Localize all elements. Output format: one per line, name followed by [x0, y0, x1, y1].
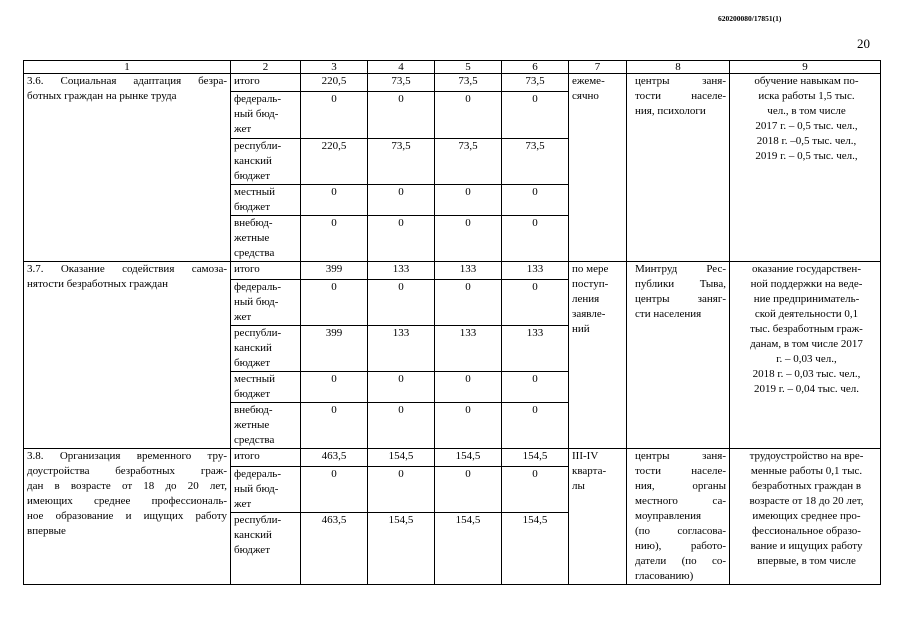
program-table	[23, 60, 881, 585]
executor-cell	[627, 262, 730, 449]
text-line: средства	[234, 434, 275, 446]
value-cell: 133	[368, 326, 435, 372]
text-line: бюджет	[234, 388, 270, 400]
text-line: жет	[234, 498, 252, 510]
text-line: (по согласова-	[635, 525, 726, 537]
text-line: федераль-	[234, 281, 281, 293]
value-cell: 0	[368, 185, 435, 216]
text-line: лы	[572, 480, 585, 492]
value-cell: 73,5	[502, 139, 569, 185]
value-cell: 154,5	[435, 513, 502, 585]
text-line: сти населения	[635, 308, 702, 320]
table-row	[24, 262, 881, 280]
text-line: федераль-	[234, 468, 281, 480]
result-cell	[730, 262, 881, 449]
value-cell: 0	[301, 185, 368, 216]
text-line: ления	[572, 293, 600, 305]
value-cell: 0	[502, 280, 569, 326]
header-cell: 2	[231, 61, 301, 74]
funding-source-cell	[231, 139, 301, 185]
value-cell: 0	[502, 185, 569, 216]
value-cell: 0	[301, 372, 368, 403]
text-line: канский	[234, 155, 272, 167]
text-line: внебюд-	[234, 404, 273, 416]
value-cell: 73,5	[368, 139, 435, 185]
value-cell: 0	[301, 92, 368, 139]
text-line: итого	[234, 75, 260, 87]
value-cell: 463,5	[301, 449, 368, 467]
value-cell: 73,5	[368, 74, 435, 92]
value-cell: 220,5	[301, 139, 368, 185]
value-cell: 0	[368, 403, 435, 449]
text-line: г. – 0,03 чел.,	[776, 353, 837, 365]
header-cell: 3	[301, 61, 368, 74]
funding-source-cell	[231, 92, 301, 139]
text-line: ния, психологи	[635, 105, 706, 117]
value-cell: 0	[435, 467, 502, 513]
value-cell: 73,5	[435, 74, 502, 92]
value-cell: 133	[435, 262, 502, 280]
funding-source-cell	[231, 372, 301, 403]
text-line: сячно	[572, 90, 599, 102]
value-cell: 220,5	[301, 74, 368, 92]
value-cell: 0	[435, 280, 502, 326]
text-line: жетные	[234, 419, 270, 431]
measure-name-cell	[24, 74, 231, 262]
executor-cell	[627, 74, 730, 262]
value-cell: 0	[435, 403, 502, 449]
text-line: гласованию)	[635, 570, 694, 582]
text-line: бюджет	[234, 544, 270, 556]
text-line: поступ-	[572, 278, 609, 290]
text-line: итого	[234, 450, 260, 462]
value-cell: 133	[502, 262, 569, 280]
page-number: 20	[857, 36, 870, 51]
text-line: ний	[572, 323, 590, 335]
text-line: канский	[234, 342, 272, 354]
value-cell: 73,5	[435, 139, 502, 185]
measure-name-cell	[24, 449, 231, 585]
value-cell: 133	[502, 326, 569, 372]
result-cell	[730, 74, 881, 262]
header-row	[24, 61, 881, 74]
text-line: Минтруд Рес-	[635, 263, 726, 275]
value-cell: 154,5	[368, 449, 435, 467]
header-cell: 1	[24, 61, 231, 74]
value-cell: 133	[368, 262, 435, 280]
text-line: центры заня-	[635, 75, 726, 87]
text-line: ный бюд-	[234, 296, 279, 308]
value-cell: 0	[368, 216, 435, 262]
text-line: местный	[234, 186, 275, 198]
header-cell: 8	[627, 61, 730, 74]
value-cell: 0	[502, 216, 569, 262]
text-line: кварта-	[572, 465, 607, 477]
text-line: датели (по со-	[635, 555, 726, 567]
text-line: имеющих среднее про-	[752, 510, 861, 522]
text-line: средства	[234, 247, 275, 259]
text-line: 2019 г. – 0,5 тыс. чел.,	[755, 150, 858, 162]
value-cell: 0	[502, 92, 569, 139]
value-cell: 133	[435, 326, 502, 372]
value-cell: 0	[502, 467, 569, 513]
value-cell: 154,5	[435, 449, 502, 467]
value-cell: 154,5	[368, 513, 435, 585]
funding-source-cell	[231, 74, 301, 92]
value-cell: 0	[301, 467, 368, 513]
text-line: ние предприниматель-	[753, 293, 860, 305]
term-cell	[569, 449, 627, 585]
text-line: впервые, в том числе	[757, 555, 856, 567]
text-line: тыс. безработным граж-	[750, 323, 863, 335]
text-line: ный бюд-	[234, 108, 279, 120]
term-cell	[569, 262, 627, 449]
text-line: нию), работо-	[635, 540, 726, 552]
text-line: итого	[234, 263, 260, 275]
funding-source-cell	[231, 262, 301, 280]
text-line: бюджет	[234, 357, 270, 369]
value-cell: 154,5	[502, 449, 569, 467]
term-cell	[569, 74, 627, 262]
value-cell: 0	[301, 280, 368, 326]
text-line: тости населе-	[635, 90, 726, 102]
text-line: ное образование и ищущих работу	[27, 510, 227, 522]
value-cell: 0	[301, 403, 368, 449]
table-row	[24, 74, 881, 92]
text-line: 3.7. Оказание содействия самоза-	[27, 263, 227, 275]
text-line: впервые	[27, 525, 66, 537]
header-cell: 7	[569, 61, 627, 74]
text-line: данам, в том числе 2017	[750, 338, 863, 350]
text-line: публики Тыва,	[635, 278, 726, 290]
value-cell: 0	[502, 403, 569, 449]
text-line: местный	[234, 373, 275, 385]
text-line: ния, органы	[635, 480, 726, 492]
text-line: нятости безработных граждан	[27, 278, 169, 290]
result-cell	[730, 449, 881, 585]
header-cell: 4	[368, 61, 435, 74]
funding-source-cell	[231, 216, 301, 262]
text-line: 3.6. Социальная адаптация безра-	[27, 75, 227, 87]
text-line: бюджет	[234, 170, 270, 182]
document-id: 620200080/17851(1)	[718, 14, 782, 23]
text-line: дан в возрасте от 18 до 20 лет,	[27, 480, 227, 492]
text-line: центры заняг-	[635, 293, 726, 305]
text-line: обучение навыкам по-	[754, 75, 859, 87]
value-cell: 154,5	[502, 513, 569, 585]
value-cell: 0	[435, 185, 502, 216]
funding-source-cell	[231, 467, 301, 513]
text-line: ный бюд-	[234, 483, 279, 495]
text-line: III-IV	[572, 450, 599, 462]
text-line: республи-	[234, 514, 282, 526]
text-line: жет	[234, 311, 252, 323]
text-line: трудоустройство на вре-	[749, 450, 864, 462]
value-cell: 0	[435, 216, 502, 262]
text-line: оказание государствен-	[752, 263, 861, 275]
funding-source-cell	[231, 185, 301, 216]
measure-name-cell	[24, 262, 231, 449]
value-cell: 73,5	[502, 74, 569, 92]
text-line: ной поддержки на веде-	[750, 278, 863, 290]
executor-cell	[627, 449, 730, 585]
value-cell: 0	[502, 372, 569, 403]
text-line: по мере	[572, 263, 609, 275]
funding-source-cell	[231, 280, 301, 326]
text-line: федераль-	[234, 93, 281, 105]
header-cell: 9	[730, 61, 881, 74]
funding-source-cell	[231, 326, 301, 372]
value-cell: 0	[368, 92, 435, 139]
text-line: центры заня-	[635, 450, 726, 462]
value-cell: 0	[435, 372, 502, 403]
text-line: 2017 г. – 0,5 тыс. чел.,	[755, 120, 858, 132]
text-line: канский	[234, 529, 272, 541]
text-line: возрасте от 18 до 20 лет,	[749, 495, 864, 507]
text-line: ской деятельности 0,1	[754, 308, 859, 320]
text-line: фессиональное образо-	[752, 525, 861, 537]
funding-source-cell	[231, 449, 301, 467]
text-line: ботных граждан на рынке труда	[27, 90, 177, 102]
text-line: внебюд-	[234, 217, 273, 229]
text-line: безработных граждан в	[751, 480, 862, 492]
text-line: менные работы 0,1 тыс.	[750, 465, 863, 477]
funding-source-cell	[231, 403, 301, 449]
text-line: чел., в том числе	[767, 105, 846, 117]
value-cell: 399	[301, 326, 368, 372]
text-line: 2019 г. – 0,04 тыс. чел.	[753, 383, 859, 395]
text-line: республи-	[234, 327, 282, 339]
text-line: иска работы 1,5 тыс.	[758, 90, 855, 102]
funding-source-cell	[231, 513, 301, 585]
value-cell: 0	[368, 280, 435, 326]
text-line: моуправления	[635, 510, 702, 522]
value-cell: 0	[368, 372, 435, 403]
text-line: бюджет	[234, 201, 270, 213]
text-line: местного са-	[635, 495, 726, 507]
text-line: заявле-	[572, 308, 606, 320]
table-row	[24, 449, 881, 467]
value-cell: 463,5	[301, 513, 368, 585]
value-cell: 0	[301, 216, 368, 262]
text-line: тости населе-	[635, 465, 726, 477]
text-line: 2018 г. – 0,03 тыс. чел.,	[752, 368, 861, 380]
text-line: ежеме-	[572, 75, 605, 87]
text-line: имеющих среднее профессиональ-	[27, 495, 227, 507]
header-cell: 6	[502, 61, 569, 74]
text-line: республи-	[234, 140, 282, 152]
text-line: жетные	[234, 232, 270, 244]
text-line: 2018 г. –0,5 тыс. чел.,	[756, 135, 857, 147]
text-line: доустройства безработных граж-	[27, 465, 227, 477]
value-cell: 0	[435, 92, 502, 139]
header-cell: 5	[435, 61, 502, 74]
value-cell: 399	[301, 262, 368, 280]
value-cell: 0	[368, 467, 435, 513]
text-line: 3.8. Организация временного тру-	[27, 450, 227, 462]
text-line: жет	[234, 123, 252, 135]
text-line: вание и ищущих работу	[750, 540, 863, 552]
